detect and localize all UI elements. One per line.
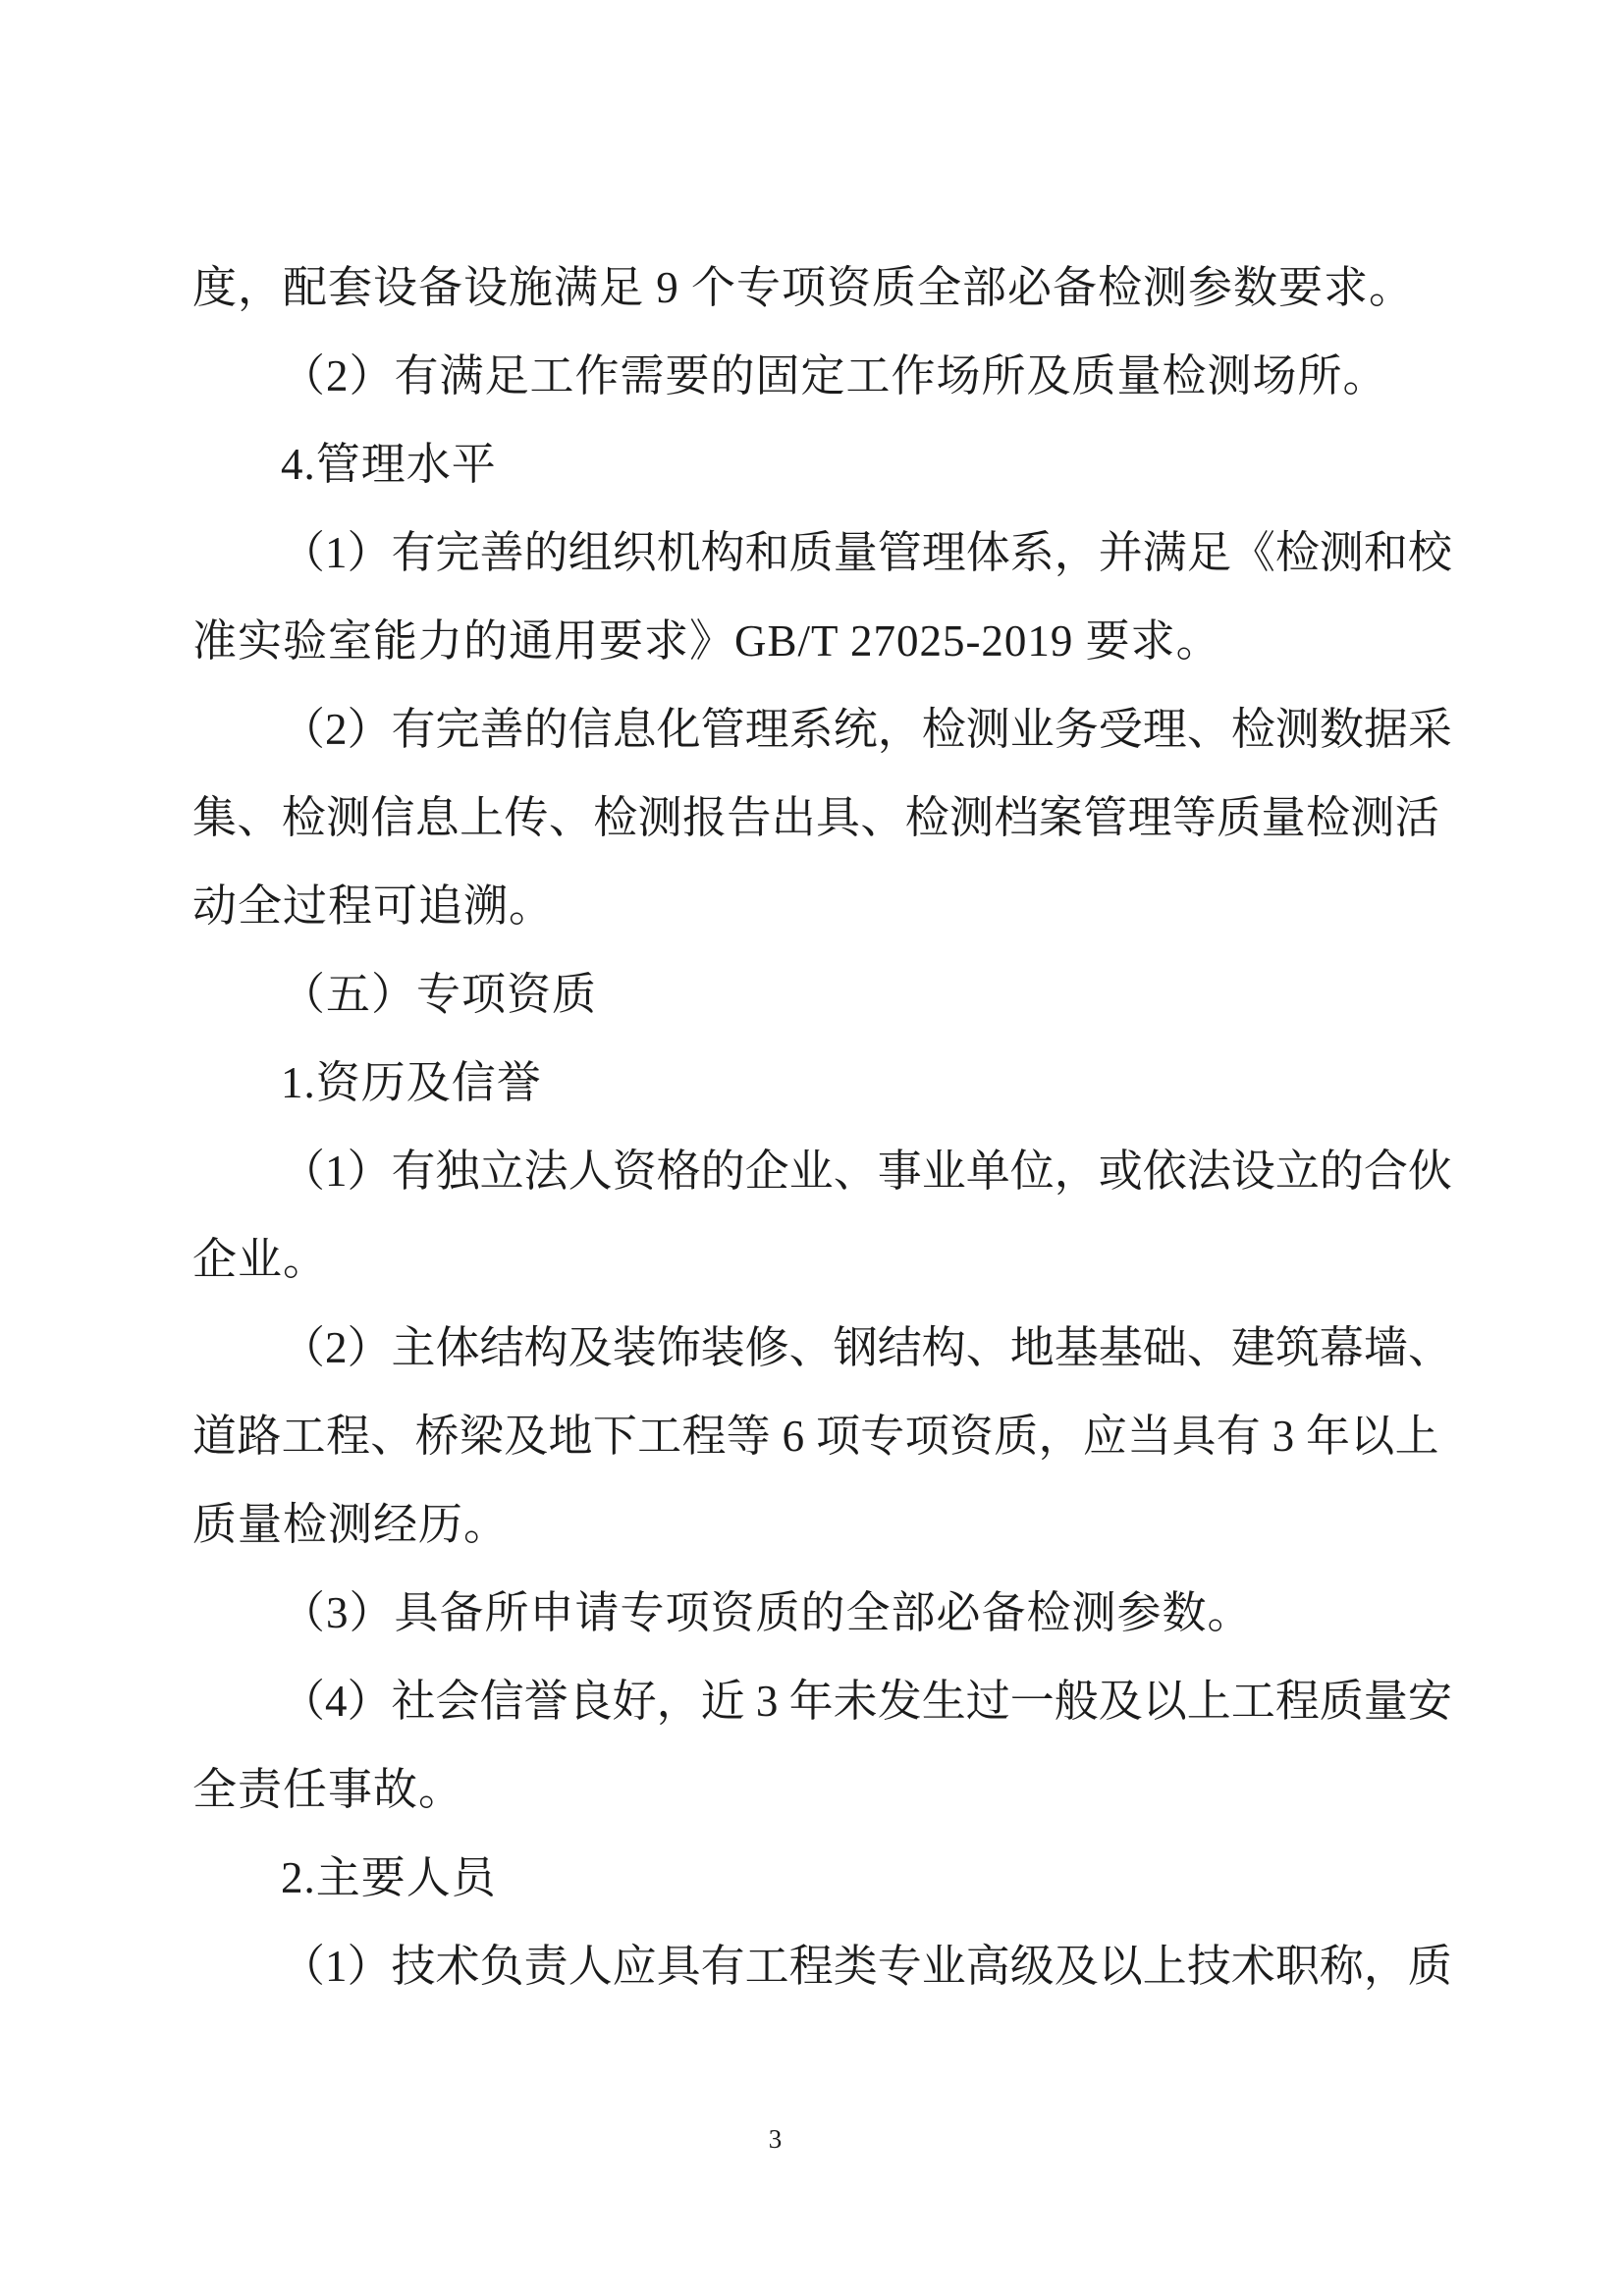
text-line: （2）有满足工作需要的固定工作场所及质量检测场所。 [281, 351, 1388, 400]
text-line: 企业。 [192, 1235, 329, 1284]
document-body [192, 243, 1452, 2010]
text-line: 1.资历及信誉 [281, 1058, 542, 1107]
text-line: （ 1 ） 技 术 负 责 人 应 具 有 工 程 类 专 业 高 级 及 以 上 技 术 职 称 ， 质 [281, 1942, 1452, 1991]
text-line: （ 4 ） 社 会 信 誉 良 好 ， 近 3 年 未 发 生 过 一 般 及 以 上 工 程 质 量 安 [281, 1677, 1452, 1726]
text-line: 集 、 检 测 信 息 上 传 、 检 测 报 告 出 具 、 检 测 档 案 管 理 等 质 量 检 测 活 [192, 793, 1439, 842]
text-line: （ 2 ） 有 完 善 的 信 息 化 管 理 系 统 ， 检 测 业 务 受 理 、 检 测 数 据 采 [281, 705, 1452, 754]
text-line: 度，配套设备设施满足 9 个专项资质全部必备检测参数要求。 [192, 263, 1415, 312]
page-number: 3 [768, 2124, 784, 2154]
text-line: （五）专项资质 [281, 970, 598, 1019]
text-line: （ 2 ） 主 体 结 构 及 装 饰 装 修 、 钢 结 构 、 地 基 基 础 、 建 筑 幕 墙 、 [281, 1323, 1452, 1372]
text-line: 全责任事故。 [192, 1765, 464, 1814]
text-line: 质量检测经历。 [192, 1500, 510, 1549]
text-line: 动全过程可追溯。 [192, 881, 555, 931]
text-line: （3）具备所申请专项资质的全部必备检测参数。 [281, 1588, 1253, 1637]
text-line: 道 路 工 程 、 桥 梁 及 地 下 工 程 等 6 项 专 项 资 质 ， 应 当 具 有 3 年 以 上 [192, 1412, 1439, 1461]
text-line: （ 1 ） 有 独 立 法 人 资 格 的 企 业 、 事 业 单 位 ， 或 依 法 设 立 的 合 伙 [281, 1147, 1452, 1196]
text-line: 2.主要人员 [281, 1853, 497, 1902]
text-line: （ 1 ） 有 完 善 的 组 织 机 构 和 质 量 管 理 体 系 ， 并 满 足 《 检 测 和 校 [281, 528, 1452, 577]
text-line: 准实验室能力的通用要求》GB/T 27025-2019 要求。 [192, 616, 1221, 666]
text-line: 4.管理水平 [281, 440, 497, 489]
